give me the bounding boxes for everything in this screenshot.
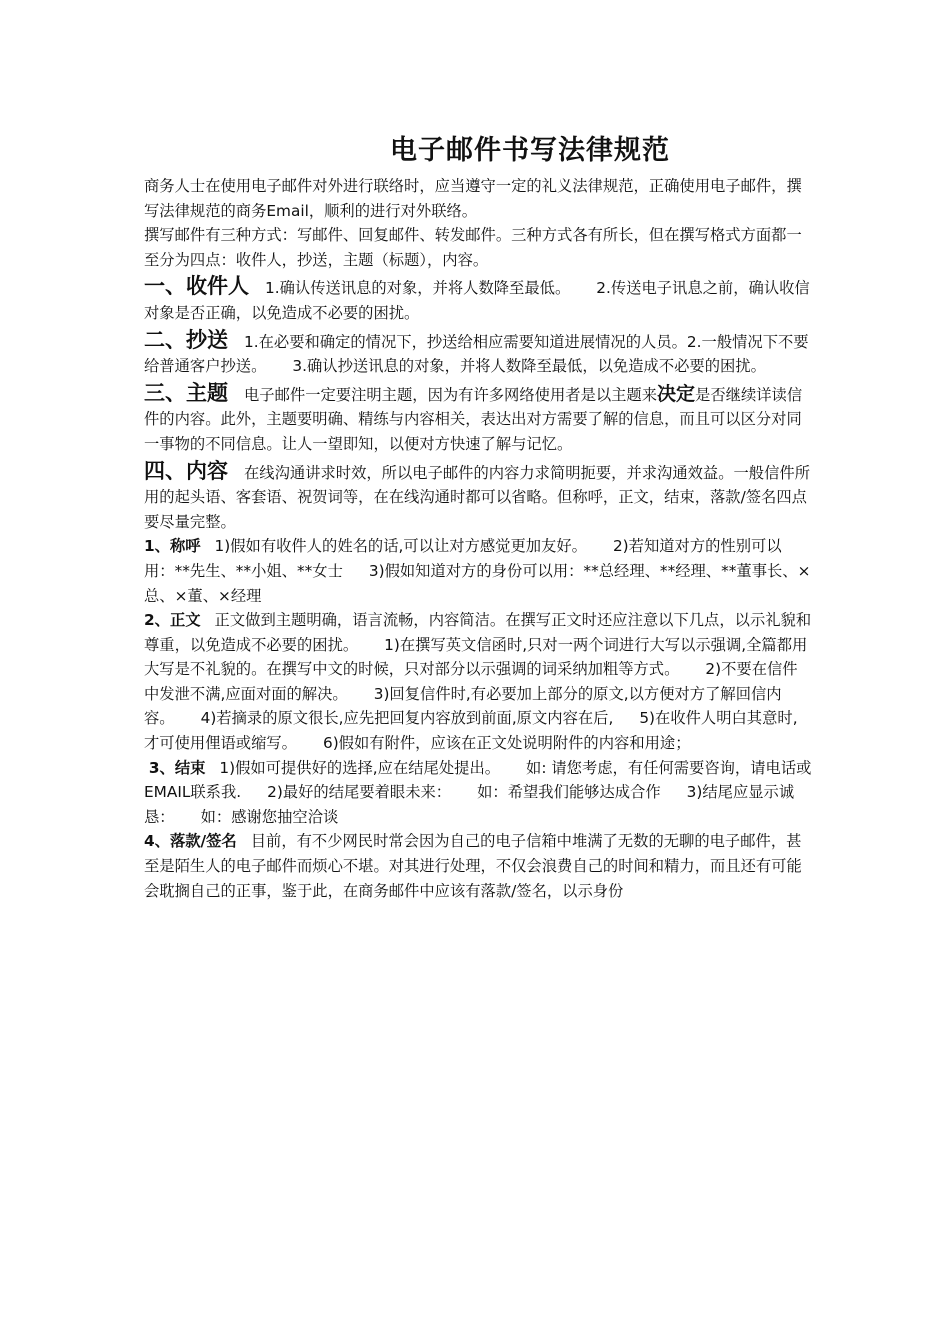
section-recipient — [144, 272, 812, 325]
salutation-item-2: 2)若知道对方的性别可以用：**先生、**小姐、**女士 — [144, 537, 782, 580]
salutation-item-3: 3)假如知道对方的身份可以用：**总经理、**经理、**董事长、×总、×董、×经理 — [144, 561, 811, 605]
section-content — [144, 457, 812, 535]
subsection-heading-body-text: 2、正文 — [144, 611, 201, 630]
recipient-item-1: 1.确认传送讯息的对象，并将人数降至最低。 — [265, 279, 571, 298]
content-text: 在线沟通讲求时效，所以电子邮件的内容力求简明扼要，并求沟通效益。一般信件所用的起头语、客套语、祝贺词等，在在线沟通时都可以省略。但称呼，正文，结束，落款/签名四点要尽量完整。 — [144, 463, 810, 531]
section-heading-subject: 三、主题 — [144, 380, 228, 405]
subsection-heading-signature: 4、落款/签名 — [144, 832, 237, 851]
document-title: 电子邮件书写法律规范 — [390, 135, 670, 166]
cc-item-1: 1.在必要和确定的情况下，抄送给相应需要知道进展情况的人员。 — [244, 332, 687, 351]
document-body — [144, 174, 812, 903]
closing-example-2: 如：希望我们能够达成合作 — [477, 783, 661, 802]
body-text-item-1: 1)在撰写英文信函时,只对一两个词进行大写以示强调,全篇都用大写是不礼貌的。在撰写中文的时候，只对部分以示强调的词采纳加粗等方式。 — [144, 635, 808, 679]
closing-example-3: 如：感谢您抽空洽谈 — [200, 807, 339, 826]
intro-paragraph-2: 撰写邮件有三种方式：写邮件、回复邮件、转发邮件。三种方式各有所长，但在撰写格式方面都一至分为四点：收件人，抄送，主题（标题），内容。 — [144, 226, 802, 269]
body-text-item-5: 5)在收件人明白其意时,才可使用俚语或缩写。 — [144, 709, 798, 753]
subsection-heading-closing: 3、结束 — [148, 758, 206, 777]
subsection-heading-salutation: 1、称呼 — [144, 537, 201, 556]
cc-item-2: 2.一般情况下不要给普通客户抄送。 — [144, 332, 809, 376]
section-heading-content: 四、内容 — [144, 458, 228, 483]
closing-item-1: 1)假如可提供好的选择,应在结尾处提出。 — [219, 758, 501, 777]
section-subject — [144, 379, 812, 457]
subject-text-b: 是否继续详读信件的内容。此外，主题要明确、精练与内容相关，表达出对方需要了解的信息，而且可以区分对同一事物的不同信息。让人一望即知，以便对方快速了解与记忆。 — [144, 385, 803, 453]
section-cc — [144, 326, 812, 379]
closing-item-3: 3)结尾应显示诚恳： — [144, 783, 795, 826]
closing-item-2: 2)最好的结尾要着眼未来： — [267, 783, 452, 802]
intro-paragraph-1: 商务人士在使用电子邮件对外进行联络时，应当遵守一定的礼义法律规范，正确使用电子邮件，撰写法律规范的商务Email，顺利的进行对外联络。 — [144, 177, 802, 220]
section-heading-cc: 二、抄送 — [144, 327, 228, 352]
signature-text: 目前，有不少网民时常会因为自己的电子信箱中堆满了无数的无聊的电子邮件，甚至是陌生人的电子邮件而烦心不堪。对其进行处理，不仅会浪费自己的时间和精力，而且还有可能会耽搁自己的正事，鉴于此，在商务邮件中应该有落款/签名，以示身份 — [144, 832, 802, 900]
subsection-closing — [144, 756, 812, 830]
recipient-item-2: 2.传送电子讯息之前，确认收信对象是否正确，以免造成不必要的困扰。 — [144, 279, 810, 322]
subject-emphasis: 决定 — [657, 382, 696, 405]
subject-text-a: 电子邮件一定要注明主题，因为有许多网络使用者是以主题来 — [244, 385, 658, 404]
subsection-body-text — [144, 608, 812, 756]
body-text-item-3: 3)回复信件时,有必要加上部分的原文,以方便对方了解回信内容。 — [144, 684, 782, 728]
body-text-item-4: 4)若摘录的原文很长,应先把回复内容放到前面,原文内容在后, — [200, 709, 614, 728]
closing-example-1: 如: 请您考虑，有任何需要咨询，请电话或EMAIL联系我. — [144, 758, 812, 802]
salutation-item-1: 1)假如有收件人的姓名的话,可以让对方感觉更加友好。 — [214, 537, 587, 556]
section-heading-recipient: 一、收件人 — [144, 274, 249, 299]
subsection-salutation — [144, 534, 812, 608]
subsection-signature — [144, 829, 812, 903]
body-text-item-6: 6)假如有附件，应该在正文处说明附件的内容和用途； — [322, 734, 691, 753]
cc-item-3: 3.确认抄送讯息的对象，并将人数降至最低，以免造成不必要的困扰。 — [292, 357, 766, 376]
body-text-intro: 正文做到主题明确，语言流畅，内容简洁。在撰写正文时还应注意以下几点，以示礼貌和尊重，以免造成不必要的困扰。 — [144, 611, 812, 654]
body-text-item-2: 2)不要在信件中发泄不满,应面对面的解决。 — [144, 660, 798, 703]
